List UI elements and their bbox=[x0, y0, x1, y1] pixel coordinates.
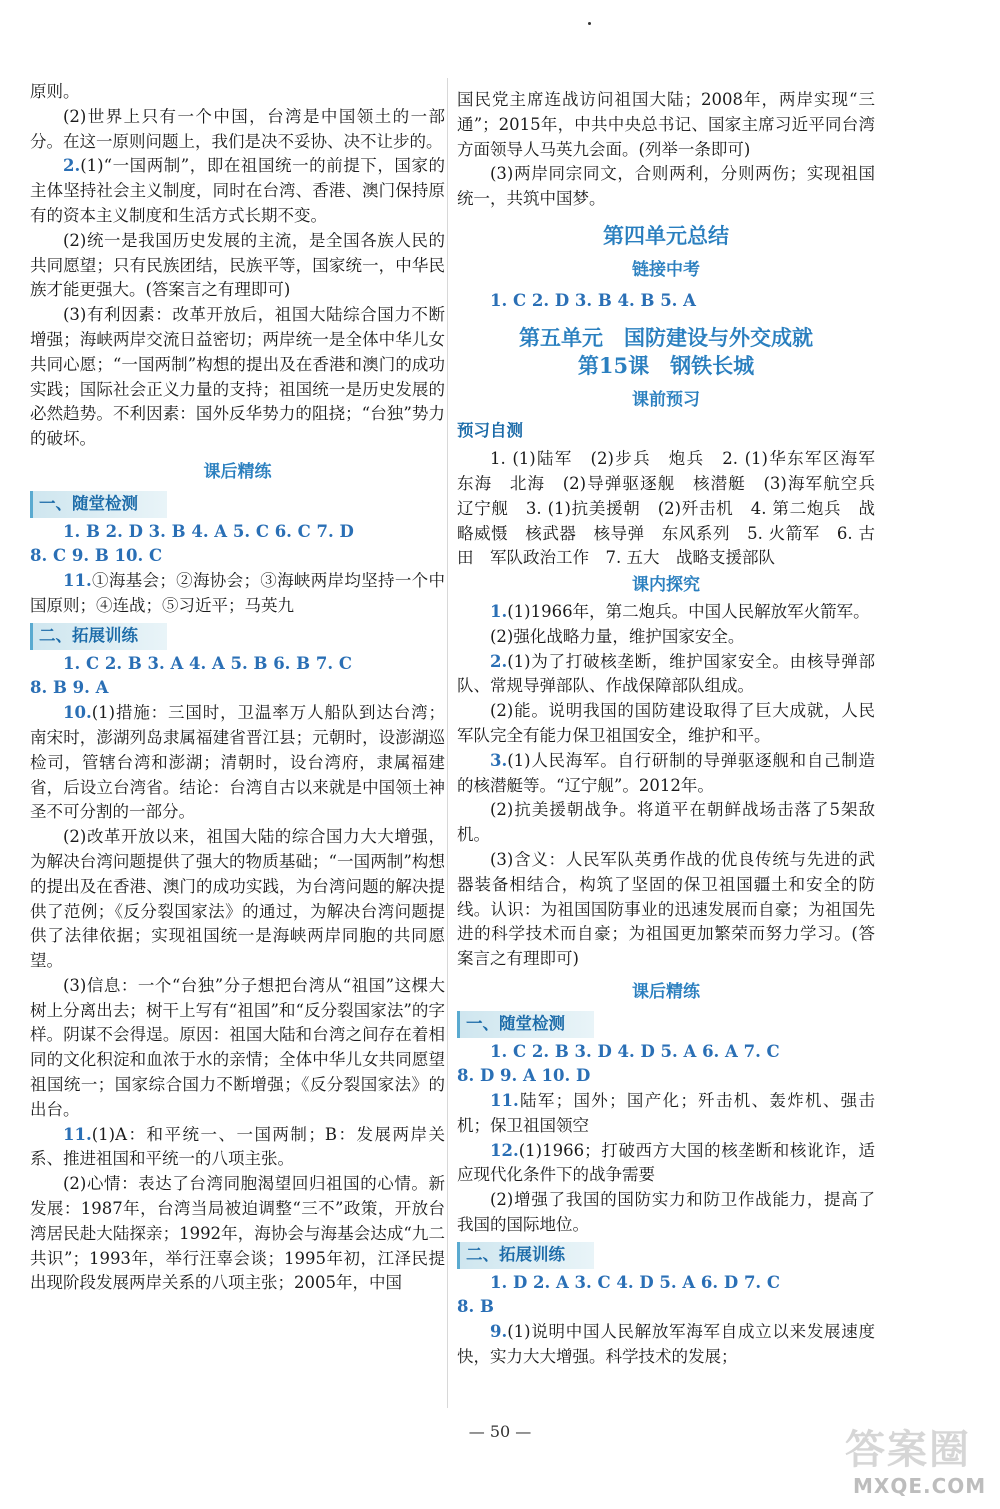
text-line: (2)抗美援朝战争。将道平在朝鲜战场击落了5架敌机。 bbox=[457, 800, 875, 845]
answer-11b bbox=[30, 1123, 445, 1173]
answer-list: 1. B 2. D 3. B 4. A 5. C 6. C 7. D bbox=[63, 521, 354, 541]
page-number: — 50 — bbox=[468, 1422, 532, 1441]
column-divider bbox=[447, 78, 448, 1408]
lesson-title: 第15课 钢铁长城 bbox=[577, 352, 755, 378]
subsection-label: 预习自测 bbox=[457, 421, 523, 441]
answer-text: (1)措施：三国时，卫温率万人船队到达台湾；南宋时，澎湖列岛隶属福建省晋江县；元朝时，设澎湖巡检司，管辖台湾和澎湖；清朝时，设台湾府，隶属福建省，后设立台湾省。结论：台湾自古以来就是中国领土神圣不可分割的一部分。 bbox=[30, 703, 445, 822]
question-number: 9. bbox=[490, 1322, 508, 1342]
answer-text: (1)1966年，第二炮兵。中国人民解放军火箭军。 bbox=[507, 601, 870, 621]
unit-title: 第四单元总结 bbox=[603, 222, 729, 248]
text-line: (3)信息：一个“台独”分子想把台湾从“祖国”这棵大树上分离出去；树干上写有“祖国”和“反分裂国家法”的字样。阴谋不会得逞。原因：祖国大陆和台湾之间存在着相同的文化积淀和血浓于水的亲情；全体中华儿女共同愿望祖国统一；国家综合国力不断增强；《反分裂国家法》的出台。 bbox=[30, 975, 445, 1119]
question-number: 1. bbox=[490, 601, 508, 621]
answer-list: 1. D 2. A 3. C 4. D 5. A 6. D 7. C bbox=[490, 1272, 781, 1292]
text-line: 原则。 bbox=[30, 82, 80, 101]
answer-2 bbox=[457, 650, 875, 700]
unit-title: 第五单元 国防建设与外交成就 bbox=[519, 324, 813, 350]
question-number: 11. bbox=[63, 1124, 92, 1144]
answer-text: (1)为了打破核垄断，维护国家安全。由核导弹部队、常规导弹部队、作战保障部队组成。 bbox=[457, 651, 875, 696]
answer-text: (1)A：和平统一、一国两制；B：发展两岸关系、推进祖国和平统一的八项主张。 bbox=[30, 1124, 445, 1169]
question-number: 11. bbox=[63, 571, 92, 591]
watermark-text: 答案圈 bbox=[845, 1427, 971, 1473]
section-heading: 课前预习 bbox=[632, 389, 700, 410]
answer-text: (1)说明中国人民解放军海军自成立以来发展速度快，实力大大增强。科学技术的发展； bbox=[457, 1322, 875, 1367]
question-number: 12. bbox=[490, 1140, 519, 1160]
text-line: (2)能。说明我国的国防建设取得了巨大成就，人民军队完全有能力保卫祖国安全，维护和平。 bbox=[457, 701, 875, 745]
section-heading: 课内探究 bbox=[632, 575, 700, 596]
text-line: (2)强化战略力量，维护国家安全。 bbox=[490, 626, 745, 646]
answer-2 bbox=[30, 154, 445, 228]
answer-3 bbox=[457, 749, 875, 799]
answer-list: 8. C 9. B 10. C bbox=[30, 546, 163, 566]
subsection-label: 二、拓展训练 bbox=[457, 1242, 594, 1269]
question-number: 3. bbox=[490, 750, 508, 770]
question-number: 10. bbox=[63, 703, 92, 723]
answer-text: (1)1966；打破西方大国的核垄断和核讹诈，适应现代化条件下的战争需要 bbox=[457, 1140, 875, 1185]
text-line: (3)含义：人民军队英勇作战的优良传统与先进的武器装备相结合，构筑了坚固的保卫祖国疆土和安全的防线。认识：为祖国国防事业的迅速发展而自豪；为祖国先进的科学技术而自豪；为祖国更加繁荣而努力学习。(答案言之有理即可) bbox=[457, 849, 875, 969]
text-line: 1. (1)陆军 (2)步兵 炮兵 2. (1)华东军区海军 东海 北海 (2)导弹驱逐舰 核潜艇 (3)海军航空兵 辽宁舰 3. (1)抗美援朝 (2)歼击机 4. 第二炮兵 战略威慑 核武器 核导弹 东风系列 5. 火箭军 6. 古田 军队政治工作 7. 五大 战略支援部队 bbox=[457, 449, 892, 568]
question-number: 2. bbox=[490, 651, 508, 671]
answer-list: 1. C 2. B 3. D 4. D 5. A 6. A 7. C bbox=[490, 1041, 780, 1061]
subsection-label: 一、随堂检测 bbox=[457, 1011, 594, 1038]
watermark-logo bbox=[835, 1414, 995, 1504]
text-line: (3)有利因素：改革开放后，祖国大陆综合国力不断增强；海峡两岸交流日益密切；两岸统一是全体中华儿女共同心愿；“一国两制”构想的提出及在香港和澳门的成功实践；国际社会正义力量的支持；祖国统一是历史发展的必然趋势。不利因素：国外反华势力的阻挠；“台独”势力的破坏。 bbox=[30, 305, 445, 449]
answer-text: (1)人民海军。自行研制的导弹驱逐舰和自己制造的核潜艇等。“辽宁舰”。2012年。 bbox=[457, 750, 875, 795]
section-heading: 课后精练 bbox=[632, 981, 700, 1002]
text-line: (2)增强了我国的国防实力和防卫作战能力，提高了我国的国际地位。 bbox=[457, 1190, 875, 1235]
text-line: 国民党主席连战访问祖国大陆；2008年，两岸实现“三通”；2015年，中共中央总书记、国家主席习近平同台湾方面领导人马英九会面。(列举一条即可) bbox=[457, 90, 875, 159]
subsection-label: 二、拓展训练 bbox=[30, 623, 167, 650]
left-column bbox=[30, 80, 445, 1296]
subsection-label: 一、随堂检测 bbox=[30, 491, 167, 518]
text-line: (2)世界上只有一个中国，台湾是中国领土的一部分。在这一原则问题上，我们是决不妥协、决不让步的。 bbox=[30, 106, 445, 151]
answer-text: (1)“一国两制”，即在祖国统一的前提下，国家的主体坚持社会主义制度，同时在台湾、香港、澳门保持原有的资本主义制度和生活方式长期不变。 bbox=[30, 156, 445, 225]
text-line: (3)两岸同宗同文，合则两利，分则两伤；实现祖国统一，共筑中国梦。 bbox=[457, 164, 875, 209]
section-heading: 链接中考 bbox=[632, 259, 700, 280]
answer-text: ①海基会；②海协会；③海峡两岸均坚持一个中国原则；④连战；⑤习近平；马英九 bbox=[30, 571, 445, 615]
right-column bbox=[457, 88, 892, 1370]
question-number: 11. bbox=[490, 1091, 519, 1111]
answer-list: 8. B bbox=[457, 1297, 494, 1317]
answer-9 bbox=[457, 1320, 875, 1370]
answer-11 bbox=[457, 1089, 875, 1139]
answer-list: 8. D 9. A 10. D bbox=[457, 1066, 591, 1086]
answer-text: 陆军；国外；国产化；歼击机、轰炸机、强击机；保卫祖国领空 bbox=[457, 1091, 875, 1135]
answer-1 bbox=[457, 600, 875, 625]
answer-11 bbox=[30, 569, 445, 619]
answer-12 bbox=[457, 1139, 875, 1189]
text-line: (2)心情：表达了台湾同胞渴望回归祖国的心情。新发展：1987年，台湾当局被迫调整“三不”政策，开放台湾居民赴大陆探亲；1992年，海协会与海基会达成“九二共识”；1993年，举行汪辜会谈；1995年初，江泽民提出现阶段发展两岸关系的八项主张；2005年，中国 bbox=[30, 1174, 445, 1293]
section-heading: 课后精练 bbox=[203, 461, 272, 482]
answer-list: 8. B 9. A bbox=[30, 678, 109, 698]
answer-10 bbox=[30, 701, 445, 825]
answer-list: 1. C 2. D 3. B 4. B 5. A bbox=[490, 290, 696, 310]
text-line: (2)改革开放以来，祖国大陆的综合国力大大增强，为解决台湾问题提供了强大的物质基础；“一国两制”构想的提出及在香港、澳门的成功实践，为台湾问题的解决提供了范例；《反分裂国家法》的通过，为解决台湾问题提供了法律依据；实现祖国统一是海峡两岸同胞的共同愿望。 bbox=[30, 827, 445, 971]
watermark-url: MXQE.COM bbox=[853, 1474, 987, 1498]
answer-list: 1. C 2. B 3. A 4. A 5. B 6. B 7. C bbox=[63, 653, 352, 673]
ink-dot bbox=[588, 22, 591, 25]
text-line: (2)统一是我国历史发展的主流，是全国各族人民的共同愿望；只有民族团结，民族平等，国家统一，中华民族才能更强大。(答案言之有理即可) bbox=[30, 230, 445, 300]
question-number: 2. bbox=[63, 156, 81, 176]
